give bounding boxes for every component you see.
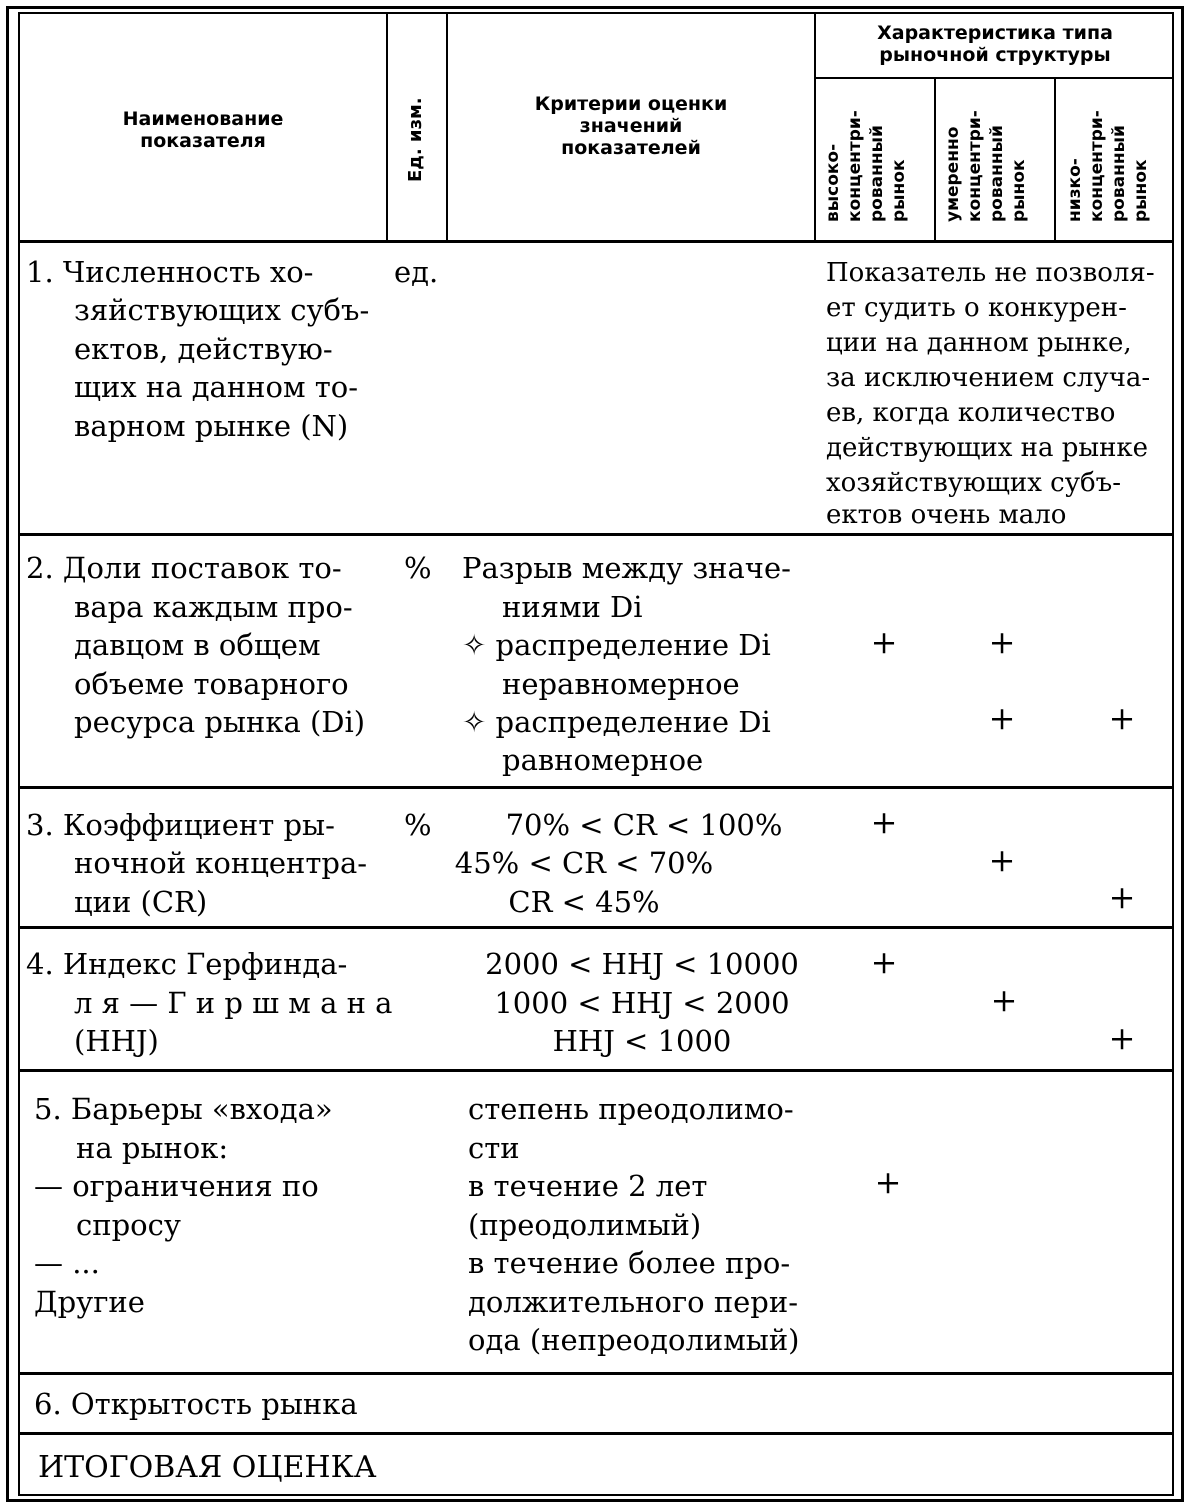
high-col-divider	[934, 78, 936, 241]
header-name: Наименование показателя	[122, 108, 284, 152]
row2-unit: %	[404, 551, 432, 585]
row1-unit: ед.	[394, 255, 439, 289]
mid-col-divider	[1054, 78, 1056, 241]
type-header-divider	[815, 77, 1174, 79]
row3-divider	[18, 926, 1174, 929]
row5-high-mark: +	[874, 1163, 902, 1201]
row2-low-mark: +	[1108, 699, 1136, 737]
row4-mid-mark: +	[990, 981, 1018, 1019]
row3-low-mark: +	[1108, 878, 1136, 916]
row6-divider	[18, 1432, 1174, 1435]
row5-divider	[18, 1372, 1174, 1375]
row2-divider	[18, 786, 1174, 789]
row4-divider	[18, 1069, 1174, 1072]
total-label: ИТОГОВАЯ ОЦЕНКА	[38, 1450, 377, 1485]
header-unit: Ед. изм.	[405, 97, 426, 182]
header-criteria: Критерии оценки значений показателей	[534, 93, 728, 159]
row6-name: 6. Открытость рынка	[34, 1387, 358, 1421]
row3-unit: %	[404, 808, 432, 842]
row4-high-mark: +	[870, 943, 898, 981]
row2-high-mark: +	[870, 623, 898, 661]
header-divider	[18, 240, 1174, 243]
row2-mid-mark-1: +	[988, 623, 1016, 661]
row3-high-mark: +	[870, 803, 898, 841]
name-col-divider	[386, 12, 388, 241]
header-market-type: Характеристика типа рыночной структуры	[877, 22, 1113, 66]
row2-mid-mark-2: +	[988, 699, 1016, 737]
row4-low-mark: +	[1108, 1019, 1136, 1057]
row3-mid-mark: +	[988, 841, 1016, 879]
